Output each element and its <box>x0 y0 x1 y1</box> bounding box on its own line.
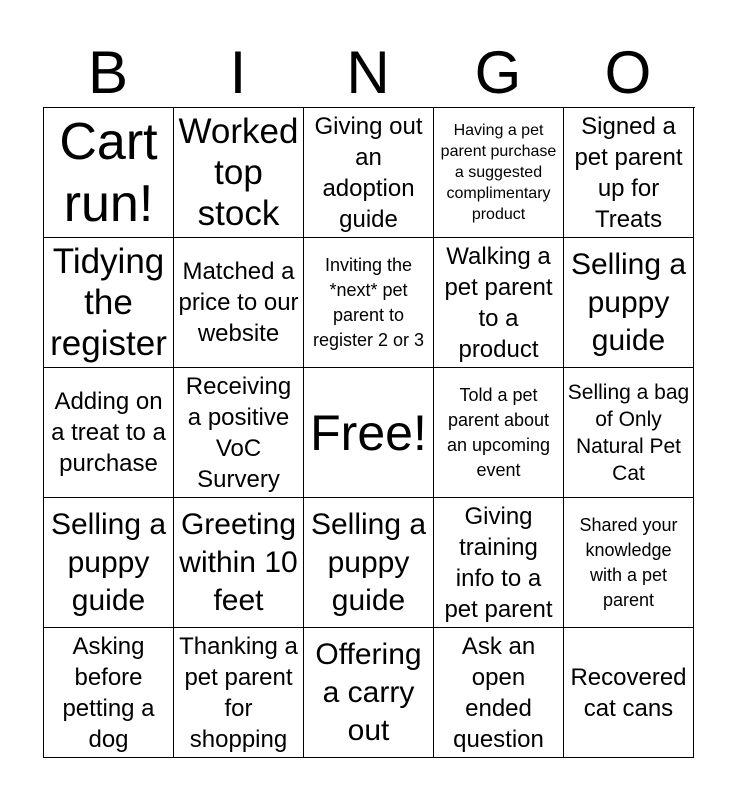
cell-label: Matched a price to our website <box>178 258 299 347</box>
cell-label: Offering a carry out <box>315 637 422 747</box>
cell-label: Selling a puppy guide <box>310 507 427 617</box>
header-letter-b: B <box>87 39 129 106</box>
cell-label: Shared your knowledge with a pet parent <box>579 514 678 610</box>
cell-label: Giving training info to a pet parent <box>444 502 553 623</box>
bingo-cell-r5-c4[interactable] <box>434 628 564 758</box>
cell-label: Selling a bag of Only Natural Pet Cat <box>567 380 690 485</box>
bingo-cell-r4-c4[interactable] <box>434 498 564 628</box>
cell-label: Selling a puppy guide <box>50 507 167 617</box>
cell-label: Selling a puppy guide <box>570 247 687 357</box>
cell-label: Giving out an adoption guide <box>314 112 423 233</box>
bingo-cell-r4-c5[interactable] <box>564 498 694 628</box>
bingo-cell-r3-c2[interactable] <box>174 368 304 498</box>
header-letter-g: G <box>474 39 522 106</box>
bingo-cell-r3-c3[interactable] <box>304 368 434 498</box>
cell-label: Adding on a treat to a purchase <box>51 388 166 477</box>
bingo-cell-r2-c4[interactable] <box>434 238 564 368</box>
bingo-cell-r1-c4[interactable] <box>434 108 564 238</box>
free-space-label: Free! <box>310 404 427 461</box>
cell-label: Inviting the *next* pet parent to register 2 or 3 <box>312 254 425 350</box>
bingo-header <box>43 40 693 106</box>
header-letter-n: N <box>346 39 390 106</box>
cell-label: Walking a pet parent to a product <box>444 242 553 363</box>
bingo-cell-r1-c3[interactable] <box>304 108 434 238</box>
cell-label: Cart run! <box>59 112 158 233</box>
cell-label: Worked top stock <box>178 112 299 233</box>
bingo-cell-r5-c3[interactable] <box>304 628 434 758</box>
cell-label: Recovered cat cans <box>570 663 687 722</box>
bingo-cell-r2-c3[interactable] <box>304 238 434 368</box>
bingo-grid <box>43 107 695 758</box>
bingo-cell-r5-c1[interactable] <box>44 628 174 758</box>
bingo-cell-r2-c2[interactable] <box>174 238 304 368</box>
cell-label: Greeting within 10 feet <box>179 507 298 617</box>
cell-label: Ask an open ended question <box>453 632 544 753</box>
cell-label: Thanking a pet parent for shopping <box>179 632 298 753</box>
bingo-cell-r2-c1[interactable] <box>44 238 174 368</box>
header-letter-i: I <box>229 39 247 106</box>
bingo-cell-r4-c2[interactable] <box>174 498 304 628</box>
bingo-cell-r5-c5[interactable] <box>564 628 694 758</box>
bingo-cell-r5-c2[interactable] <box>174 628 304 758</box>
cell-label: Signed a pet parent up for Treats <box>574 112 683 233</box>
bingo-cell-r3-c4[interactable] <box>434 368 564 498</box>
bingo-cell-r3-c1[interactable] <box>44 368 174 498</box>
bingo-cell-r2-c5[interactable] <box>564 238 694 368</box>
cell-label: Tidying the register <box>50 242 167 363</box>
cell-label: Receiving a positive VoC Survery <box>185 372 292 493</box>
bingo-cell-r4-c1[interactable] <box>44 498 174 628</box>
bingo-cell-r1-c5[interactable] <box>564 108 694 238</box>
cell-label: Asking before petting a dog <box>62 632 155 753</box>
bingo-cell-r4-c3[interactable] <box>304 498 434 628</box>
cell-label: Told a pet parent about an upcoming event <box>446 384 551 480</box>
bingo-cell-r1-c1[interactable] <box>44 108 174 238</box>
cell-label: Having a pet parent purchase a suggested complimentary product <box>440 122 557 223</box>
header-letter-o: O <box>604 39 652 106</box>
bingo-cell-r3-c5[interactable] <box>564 368 694 498</box>
bingo-cell-r1-c2[interactable] <box>174 108 304 238</box>
